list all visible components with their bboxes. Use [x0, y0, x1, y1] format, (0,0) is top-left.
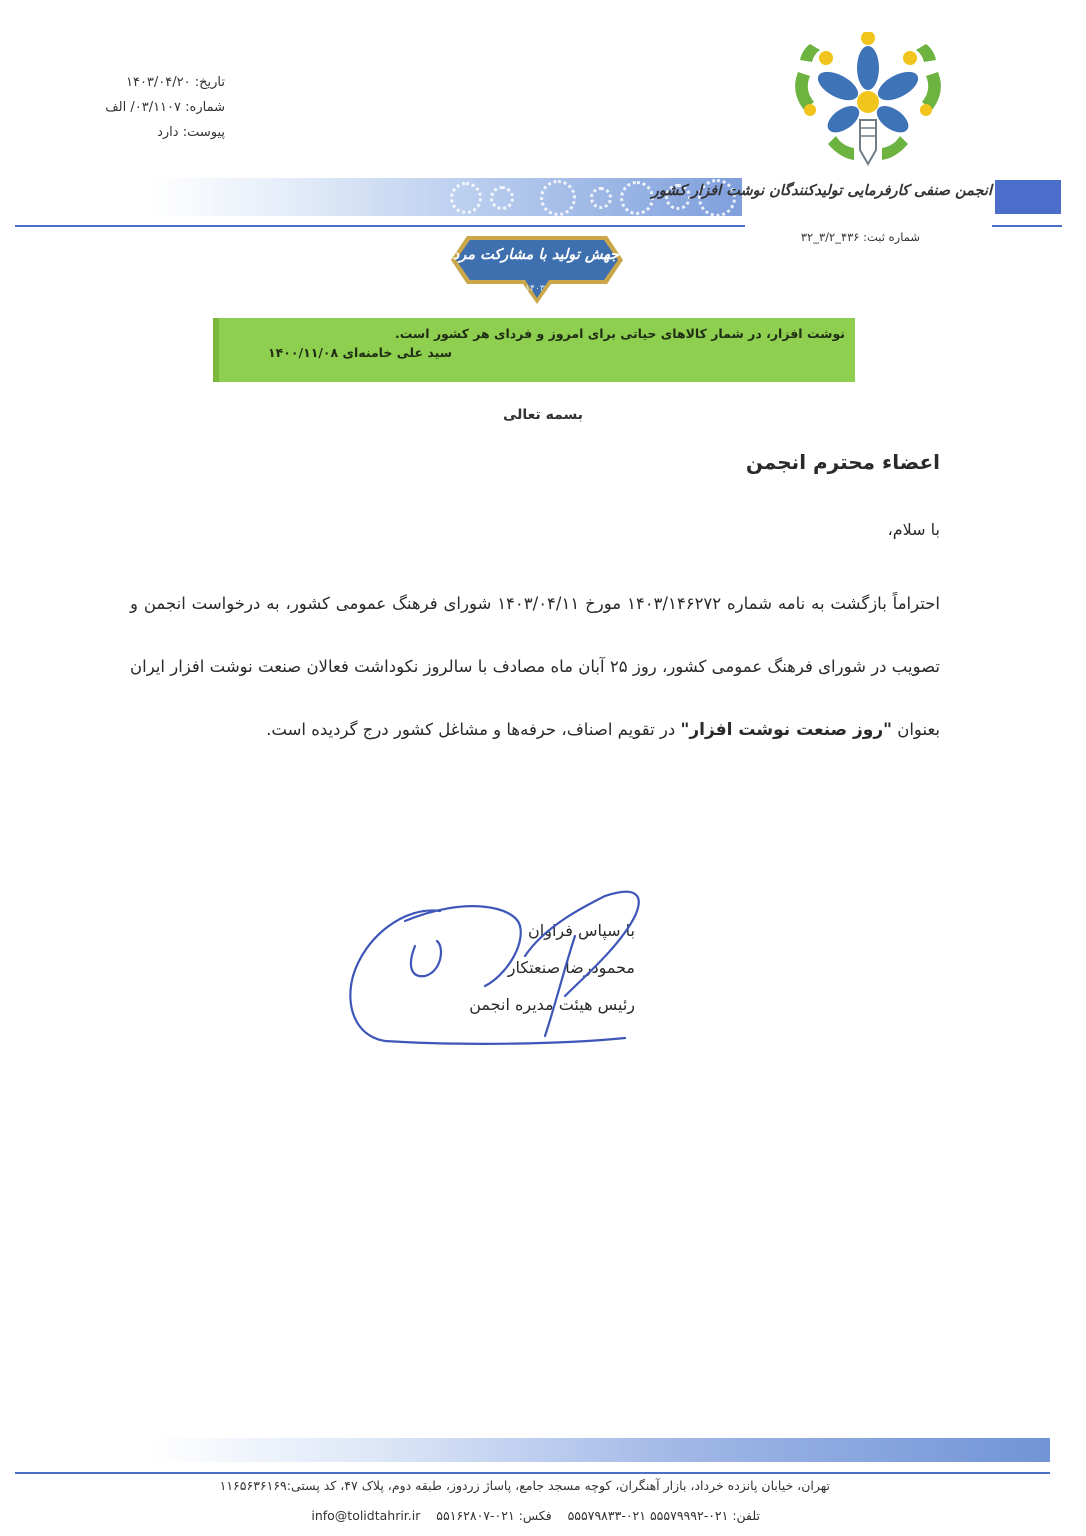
gear-icon	[450, 182, 482, 214]
letter-date: تاریخ: ۱۴۰۳/۰۴/۲۰	[125, 75, 225, 90]
greeting: با سلام،	[887, 520, 940, 539]
footer-address: تهران، خیابان پانزده خرداد، بازار آهنگران، کوچه مسجد جامع، پاساژ زردوز، طبقه دوم، پلاک ۴۷، کد پستی:۱۱۶۵۶۳۶۱۶۹	[219, 1478, 830, 1493]
body-text-end: در تقویم اصناف، حرفه‌ها و مشاغل کشور درج گردیده است.	[266, 720, 676, 739]
header-divider	[15, 225, 745, 227]
footer-fax: فکس: ۰۲۱-۵۵۱۶۲۸۰۷	[436, 1508, 552, 1523]
quote-author: سید علی خامنه‌ای ۱۴۰۰/۱۱/۰۸	[268, 345, 452, 360]
footer-band	[150, 1438, 1050, 1462]
handwritten-signature	[345, 886, 665, 1056]
invocation: بسمه تعالی	[502, 407, 584, 423]
organization-name: انجمن صنفی کارفرمایی تولیدکنندگان نوشت افزار کشور	[651, 182, 992, 199]
signer-name: محمودرضا صنعتکار	[507, 958, 635, 977]
gear-icon	[540, 180, 576, 216]
gear-icon	[490, 186, 514, 210]
letter-number: شماره: ۰۳/۱۱۰۷/ الف	[105, 100, 225, 115]
header-accent-bar	[995, 180, 1061, 214]
signer-title: رئیس هیئت مدیره انجمن	[469, 995, 635, 1014]
quote-text: نوشت افزار، در شمار کالاهای حیاتی برای امروز و فردای هر کشور است.	[394, 326, 845, 341]
footer-phone: تلفن: ۰۲۱-۵۵۵۷۹۹۹۲ ۰۲۱-۵۵۵۷۹۸۳۳	[567, 1508, 760, 1523]
closing-thanks: با سپاس فراوان	[528, 921, 635, 940]
gear-icon	[590, 187, 612, 209]
addressee: اعضاء محترم انجمن	[745, 450, 940, 474]
footer-contact	[290, 1508, 760, 1523]
registration-number: شماره ثبت: ۴۳۶_۳/۲_۳۲	[800, 230, 920, 244]
footer-email[interactable]: info@tolidtahrir.ir	[311, 1508, 421, 1523]
footer-divider	[15, 1472, 1050, 1474]
body-text-start: احتراماً بازگشت به نامه شماره ۱۴۰۳/۱۴۶۲۷۲ مورخ ۱۴۰۳/۰۴/۱۱ شورای فرهنگ عمومی کشور، به درخواست انجمن و تصویب در شورای فرهنگ عمومی کشور، روز ۲۵ آبان ماه مصادف با سالروز نکوداشت فعالان صنعت نوشت افزار ایران بعنوان	[130, 594, 940, 739]
body-highlight: "روز صنعت نوشت افزار"	[680, 720, 892, 740]
gear-icon	[620, 181, 654, 215]
letter-body	[130, 572, 940, 762]
letter-attachment: پیوست: دارد	[157, 125, 225, 140]
slogan-year: ۱۴۰۳	[525, 284, 545, 294]
slogan-badge	[443, 230, 627, 310]
slogan-text: جهش تولید با مشارکت مردم	[443, 246, 619, 263]
organization-logo	[788, 32, 948, 172]
header-divider	[992, 225, 1062, 227]
letter-meta	[90, 70, 225, 145]
